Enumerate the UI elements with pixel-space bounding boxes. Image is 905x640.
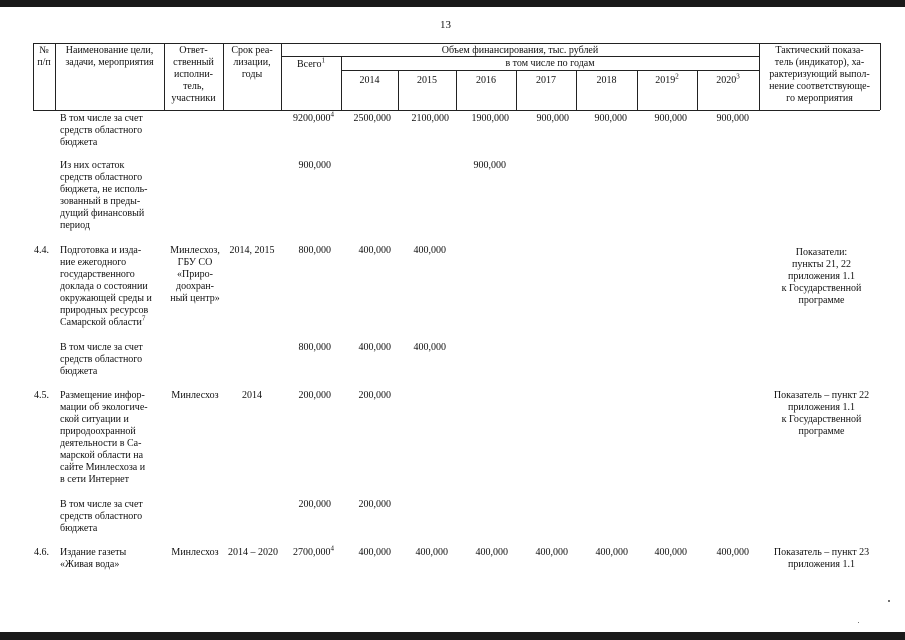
row-indicator: Показатель – пункт 22 приложения 1.1 к Государственной программе: [773, 390, 870, 437]
row-2014: 400,000: [358, 547, 391, 558]
row-2020: 900,000: [716, 113, 749, 124]
row-period: 2014, 2015: [229, 245, 275, 256]
row-total: 9200,000$^4$: [293, 110, 334, 124]
row-2015: 400,000: [413, 245, 446, 256]
row-total: 800,000: [298, 342, 331, 353]
row-name: Размещение инфор- мации об экологиче- ской ситуации и природоохранной деятельности в Са- марской области на сайте Минлесхоза и в сети Интернет: [60, 390, 148, 485]
header-indicator: Тактический показа- тель (индикатор), ха- рактеризующий выпол- нение соответствующе- го мероприятия: [769, 45, 870, 104]
row-2014: 2500,000: [353, 113, 391, 124]
scan-speck: [888, 600, 890, 602]
header-name: Наименование цели, задачи, мероприятия: [65, 45, 154, 68]
row-total: 200,000: [298, 390, 331, 401]
header-year-2015: 2015: [417, 75, 437, 86]
row-executor: Минлесхоз: [171, 547, 219, 558]
header-executor: Ответ- ственный исполни- тель, участники: [171, 45, 216, 104]
row-number: 4.6.: [34, 547, 49, 558]
row-2015: 400,000: [413, 342, 446, 353]
header-total: Всего$^1$: [296, 56, 326, 70]
row-2015: 400,000: [415, 547, 448, 558]
row-name: Из них остаток средств областного бюджета, не исполь- зованный в преды- дущий финансовый период: [60, 160, 148, 231]
header-year-2016: 2016: [476, 75, 496, 86]
header-year-2018: 2018: [596, 75, 617, 86]
row-total: 800,000: [298, 245, 331, 256]
row-2014: 400,000: [358, 342, 391, 353]
row-name: В том числе за счет средств областного бюджета: [60, 342, 143, 377]
row-2017: 400,000: [535, 547, 568, 558]
row-2018: 900,000: [594, 113, 627, 124]
row-2019: 900,000: [654, 113, 687, 124]
header-number: № п/п: [37, 45, 51, 68]
row-2020: 400,000: [716, 547, 749, 558]
row-2019: 400,000: [654, 547, 687, 558]
row-total: 900,000: [298, 160, 331, 171]
row-2014: 400,000: [358, 245, 391, 256]
row-2015: 2100,000: [411, 113, 449, 124]
header-year-2019: 2019$^2$: [655, 72, 679, 86]
row-name: В том числе за счет средств областного бюджета: [60, 113, 143, 148]
header-year-2014: 2014: [359, 75, 380, 86]
row-total: 2700,000$^4$: [293, 544, 334, 558]
row-2016: 900,000: [473, 160, 506, 171]
row-executor: Минлесхоз: [171, 390, 219, 401]
row-total: 200,000: [298, 499, 331, 510]
row-2016: 400,000: [475, 547, 508, 558]
row-executor: Минлесхоз, ГБУ СО «Приро- доохран- ный центр»: [170, 245, 220, 304]
row-2014: 200,000: [358, 390, 391, 401]
row-number: 4.5.: [34, 390, 49, 401]
header-period: Срок реа- лизации, годы: [231, 45, 273, 80]
row-period: 2014: [242, 390, 262, 401]
header-year-2020: 2020$^3$: [716, 72, 740, 86]
header-funding: Объем финансирования, тыс. рублей: [441, 45, 599, 56]
row-indicator: Показатели: пункты 21, 22 приложения 1.1 к Государственной программе: [781, 247, 862, 306]
row-2018: 400,000: [595, 547, 628, 558]
scan-top-border: [0, 0, 905, 7]
row-period: 2014 – 2020: [228, 547, 278, 558]
row-name: Издание газеты «Живая вода»: [60, 547, 127, 570]
scan-bottom-border: [0, 632, 905, 640]
row-number: 4.4.: [34, 245, 49, 256]
header-year-2017: 2017: [536, 75, 556, 86]
row-2016: 1900,000: [471, 113, 509, 124]
header-by-year: в том числе по годам: [505, 58, 595, 69]
row-indicator: Показатель – пункт 23 приложения 1.1: [773, 547, 870, 570]
row-name: В том числе за счет средств областного бюджета: [60, 499, 143, 534]
row-2017: 900,000: [536, 113, 569, 124]
row-2014: 200,000: [358, 499, 391, 510]
row-name: Подготовка и изда- ние ежегодного государственного доклада о состоянии окружающей среды и природных ресурсов Самарской области$^7$: [60, 245, 152, 328]
page-number: 13: [440, 19, 451, 31]
scan-speck: [858, 622, 859, 623]
